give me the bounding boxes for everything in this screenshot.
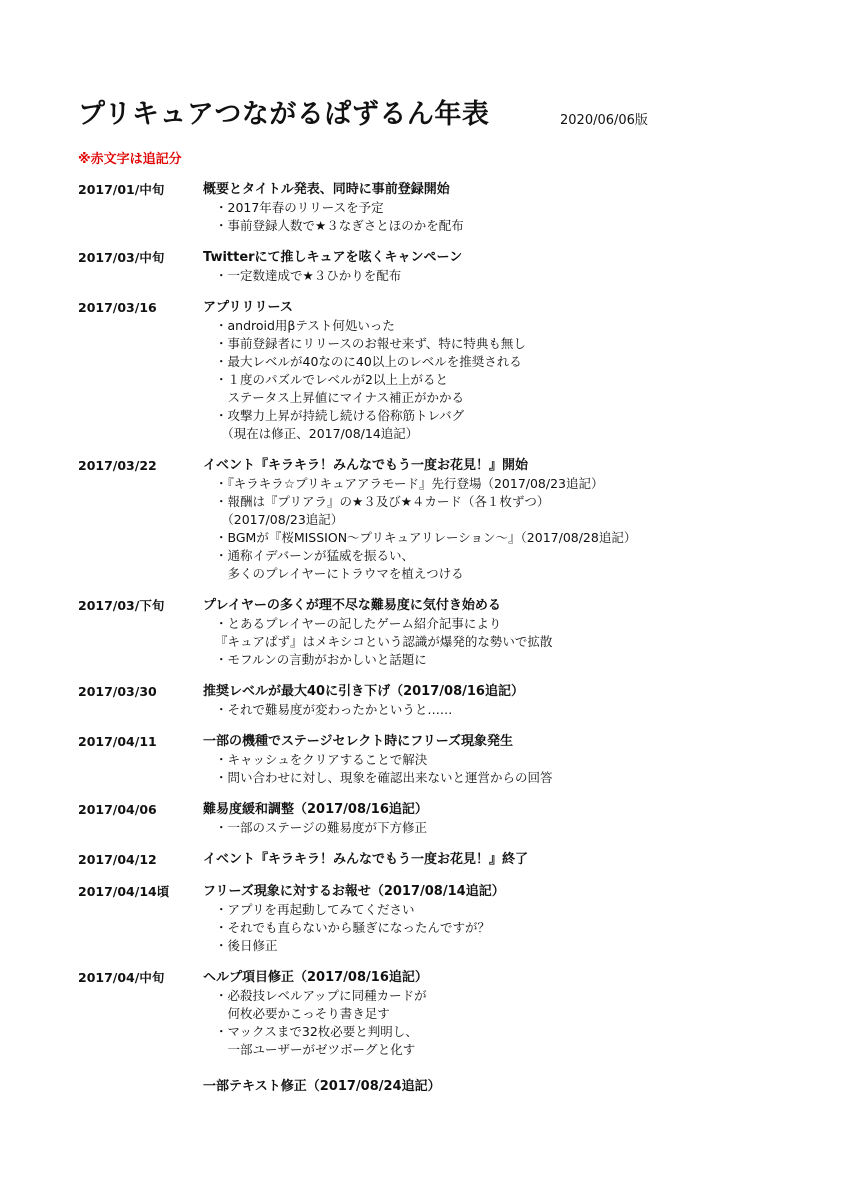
entry-items bbox=[215, 701, 778, 719]
entry-item: ・キャッシュをクリアすることで解決 bbox=[215, 752, 428, 767]
entry-items bbox=[215, 751, 778, 787]
entry-item: ・『キラキラ☆プリキュアアラモード』先行登場（2017/08/23追記） bbox=[215, 476, 604, 491]
entry-extra-heading: 一部テキスト修正（2017/08/24追記） bbox=[203, 1079, 441, 1094]
entry-heading: ヘルプ項目修正（2017/08/16追記） bbox=[203, 970, 428, 985]
entry-item: 一部ユーザーがゼツボーグと化す bbox=[215, 1042, 416, 1057]
entry-date: 2017/03/下旬 bbox=[78, 598, 165, 613]
timeline-entry bbox=[78, 456, 778, 583]
entry-item: ・アプリを再起動してみてください bbox=[215, 902, 415, 917]
entry-items bbox=[215, 267, 778, 285]
entry-content bbox=[203, 298, 778, 443]
timeline-entry bbox=[78, 248, 778, 285]
entry-content bbox=[203, 596, 778, 669]
entry-heading: イベント『キラキラ！みんなでもう一度お花見！』開始 bbox=[203, 458, 529, 473]
entry-content bbox=[203, 248, 778, 285]
entry-heading: プレイヤーの多くが理不尽な難易度に気付き始める bbox=[203, 598, 501, 613]
entry-item: ・モフルンの言動がおかしいと話題に bbox=[215, 652, 427, 667]
entry-date: 2017/03/22 bbox=[78, 458, 157, 473]
timeline bbox=[78, 180, 778, 1109]
entry-date: 2017/01/中旬 bbox=[78, 182, 165, 197]
entry-heading: 推奨レベルが最大40に引き下げ（2017/08/16追記） bbox=[203, 684, 524, 699]
entry-item: （2017/08/23追記） bbox=[215, 512, 344, 527]
entry-items bbox=[215, 199, 778, 235]
entry-date: 2017/03/30 bbox=[78, 684, 157, 699]
entry-item: ステータス上昇値にマイナス補正がかかる bbox=[215, 390, 465, 405]
entry-heading: Twitterにて推しキュアを呟くキャンペーン bbox=[203, 250, 463, 265]
entry-date: 2017/03/中旬 bbox=[78, 250, 165, 265]
entry-content bbox=[203, 850, 778, 869]
timeline-entry bbox=[78, 732, 778, 787]
entry-date: 2017/04/06 bbox=[78, 802, 157, 817]
timeline-entry bbox=[78, 800, 778, 837]
red-text-note: ※赤文字は追記分 bbox=[78, 152, 182, 167]
timeline-entry bbox=[78, 682, 778, 719]
entry-item: ・一部のステージの難易度が下方修正 bbox=[215, 820, 428, 835]
entry-item: ・とあるプレイヤーの記したゲーム紹介記事により bbox=[215, 616, 502, 631]
entry-date: 2017/04/11 bbox=[78, 734, 157, 749]
entry-item: ・事前登録者にリリースのお報せ来ず、特に特典も無し bbox=[215, 336, 526, 351]
entry-content bbox=[203, 180, 778, 235]
timeline-entry bbox=[78, 298, 778, 443]
entry-item: ・攻撃力上昇が持続し続ける俗称筋トレバグ bbox=[215, 408, 465, 423]
entry-heading: 一部の機種でステージセレクト時にフリーズ現象発生 bbox=[203, 734, 514, 749]
entry-item: 何枚必要かこっそり書き足す bbox=[215, 1006, 390, 1021]
timeline-entry bbox=[78, 180, 778, 235]
entry-date: 2017/04/中旬 bbox=[78, 970, 165, 985]
entry-item: ・それでも直らないから騒ぎになったんですが？ bbox=[215, 920, 491, 935]
entry-item: ・それで難易度が変わったかというと…… bbox=[215, 702, 453, 717]
entry-item: ・2017年春のリリースを予定 bbox=[215, 200, 384, 215]
entry-content bbox=[203, 732, 778, 787]
entry-item: ・問い合わせに対し、現象を確認出来ないと運営からの回答 bbox=[215, 770, 553, 785]
entry-items bbox=[215, 615, 778, 669]
entry-item: ・最大レベルが40なのに40以上のレベルを推奨される bbox=[215, 354, 522, 369]
entry-item: ・事前登録人数で★３なぎさとほのかを配布 bbox=[215, 218, 464, 233]
entry-item: ・マックスまで32枚必要と判明し、 bbox=[215, 1024, 418, 1039]
entry-heading: フリーズ現象に対するお報せ（2017/08/14追記） bbox=[203, 884, 505, 899]
entry-item: ・必殺技レベルアップに同種カードが bbox=[215, 988, 427, 1003]
entry-item: ・報酬は『プリアラ』の★３及び★４カード（各１枚ずつ） bbox=[215, 494, 550, 509]
entry-items bbox=[215, 987, 778, 1059]
entry-date: 2017/04/12 bbox=[78, 852, 157, 867]
document-title: プリキュアつながるぱずるん年表 bbox=[78, 99, 490, 130]
entry-item: （現在は修正、2017/08/14追記） bbox=[215, 426, 419, 441]
entry-heading: イベント『キラキラ！みんなでもう一度お花見！』終了 bbox=[203, 852, 529, 867]
entry-items bbox=[215, 819, 778, 837]
entry-content bbox=[203, 968, 778, 1096]
entry-heading: 難易度緩和調整（2017/08/16追記） bbox=[203, 802, 428, 817]
entry-date: 2017/03/16 bbox=[78, 300, 157, 315]
version-label: 2020/06/06版 bbox=[560, 113, 648, 128]
entry-content bbox=[203, 882, 778, 955]
entry-item: ・通称イデバーンが猛威を振るい、 bbox=[215, 548, 415, 563]
entry-item: ・android用βテスト何処いった bbox=[215, 318, 395, 333]
entry-item: ・１度のパズルでレベルが2以上上がると bbox=[215, 372, 448, 387]
timeline-entry bbox=[78, 882, 778, 955]
entry-item: ・一定数達成で★３ひかりを配布 bbox=[215, 268, 402, 283]
entry-heading: 概要とタイトル発表、同時に事前登録開始 bbox=[203, 182, 450, 197]
entry-item: 『キュアぱず』はメキシコという認識が爆発的な勢いで拡散 bbox=[215, 634, 553, 649]
timeline-entry bbox=[78, 968, 778, 1096]
timeline-entry bbox=[78, 850, 778, 869]
entry-content bbox=[203, 800, 778, 837]
entry-item: ・後日修正 bbox=[215, 938, 278, 953]
entry-item: ・BGMが『桜MISSION～プリキュアリレーション～』（2017/08/28追記） bbox=[215, 530, 637, 545]
entry-items bbox=[215, 901, 778, 955]
entry-heading: アプリリリース bbox=[203, 300, 293, 315]
entry-item: 多くのプレイヤーにトラウマを植えつける bbox=[215, 566, 464, 581]
entry-items bbox=[215, 317, 778, 443]
entry-content bbox=[203, 456, 778, 583]
entry-items bbox=[215, 475, 778, 583]
entry-content bbox=[203, 682, 778, 719]
timeline-entry bbox=[78, 596, 778, 669]
entry-date: 2017/04/14頃 bbox=[78, 884, 170, 899]
